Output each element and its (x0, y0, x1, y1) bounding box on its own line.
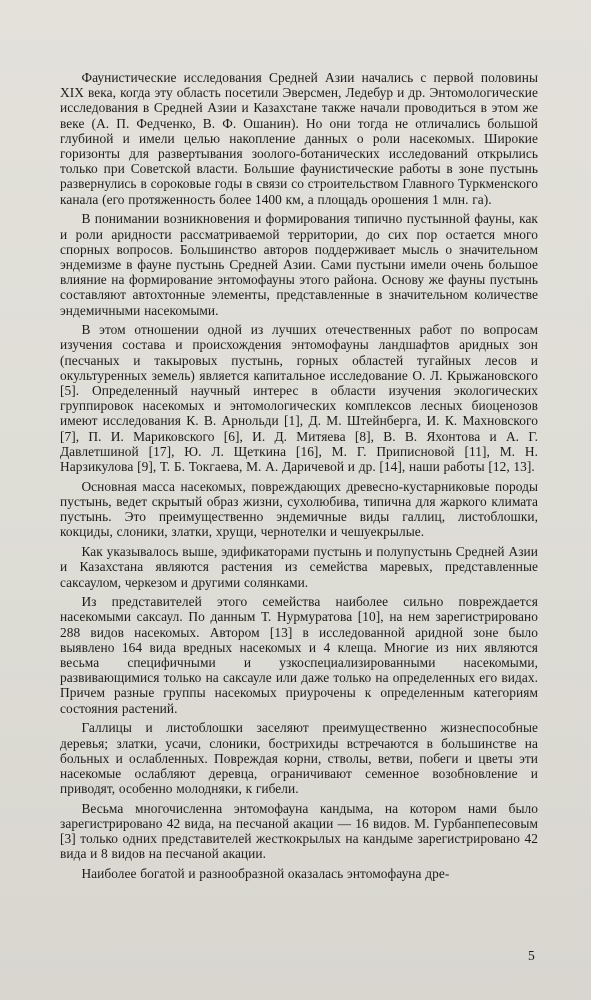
paragraph-research-review: В этом отношении одной из лучших отечественных работ по вопросам изучения состава и происхождения энтомофауны ландшафтов аридных зон (песчаных и такыровых пустынь, горных областей тугайных лесов и окультуренных земель) является капитальное исследование О. Л. Крыжановского [5]. Определенный научный интерес в области изучения экологических группировок насекомых и энтомологических комплексов лесных биоценозов имеют исследования К. В. Арнольди [1], Д. М. Штейнберга, И. К. Махновского [7], П. И. Мариковского [6], И. Д. Митяева [8], В. В. Яхонтова и А. Г. Давлетшиной [17], Ю. Л. Щеткина [16], М. Г. Приписновой [11], М. Н. Нарзикулова [9], Т. Б. Токгаева, М. А. Даричевой и др. [14], наши работы [12, 13]. (60, 322, 538, 475)
paragraph-edificators: Как указывалось выше, эдификаторами пустынь и полупустынь Средней Азии и Казахстана являются растения из семейства маревых, представленные саксаулом, черкезом и другими солянками. (60, 544, 538, 590)
page-text (60, 70, 538, 886)
paragraph-saxaul: Из представителей этого семейства наиболее сильно повреждается насекомыми саксаул. По данным Т. Нурмуратова [10], на нем зарегистрировано 288 видов насекомых. Автором [13] в исследованной аридной зоне было выявлено 164 вида вредных насекомых и 4 клеща. Многие из них являются весьма специфичными и узкоспециализированными насекомыми, развивающимися только на саксауле или даже только на определенных его видах. Причем разные группы насекомых приурочены к определенным категориям состояния растений. (60, 594, 538, 716)
paragraph-pests: Основная масса насекомых, повреждающих древесно-кустарниковые породы пустынь, ведет скрытый образ жизни, сухолюбива, типична для жаркого климата пустынь. Это преимущественно эндемичные виды галлиц, листоблошки, кокциды, слоники, златки, хрущи, чернотелки и чешуекрылые. (60, 478, 538, 540)
paragraph-kandym: Весьма многочисленна энтомофауна кандыма, на котором нами было зарегистрировано 42 вида, на песчаной акации — 16 видов. М. Гурбанпепесовым [3] только одних представителей жесткокрылых на кандыме зарегистрировано 42 вида и 8 видов на песчаной акации. (60, 800, 538, 862)
paragraph-desert-fauna: В понимании возникновения и формирования типично пустынной фауны, как и роли аридности рассматриваемой территории, до сих пор остается много спорных вопросов. Большинство авторов поддерживает мысль о значительном эндемизме в фауне пустынь Средней Азии. Сами пустыни имели очень большое влияние на формирование энтомофауны этого района. Основу же фауны пустынь составляют автохтонные элементы, представленные в значительном количестве эндемичными насекомыми. (60, 211, 538, 318)
page-number: 5 (528, 948, 535, 963)
paragraph-history: Фаунистические исследования Средней Азии начались с первой половины XIX века, когда эту область посетили Эверсмен, Ледебур и др. Энтомологические исследования в Средней Азии и Казахстане также начали проводиться в этом же веке (А. П. Федченко, В. Ф. Ошанин). Но они тогда не отличались большой глубиной и имели целью накопление данных о роли насекомых. Широкие горизонты для развертывания зоолого-ботанических исследований открылись только при Советской власти. Большие фаунистические работы в зоне пустынь развернулись в сороковые годы в связи со строительством Главного Туркменского канала (его протяженность более 1400 км, а площадь орошения 1 млн. га). (60, 70, 538, 207)
paragraph-gall-midges: Галлицы и листоблошки заселяют преимущественно жизнеспособные деревья; златки, усачи, слоники, бострихиды встречаются в большинстве на больных и ослабленных. Повреждая корни, стволы, ветви, побеги и цветы эти насекомые ослабляют деревца, ограничивают семенное возобновление и приводят, особенно молодняки, к гибели. (60, 720, 538, 797)
paragraph-continued: Наиболее богатой и разнообразной оказалась энтомофауна дре- (81, 866, 450, 882)
